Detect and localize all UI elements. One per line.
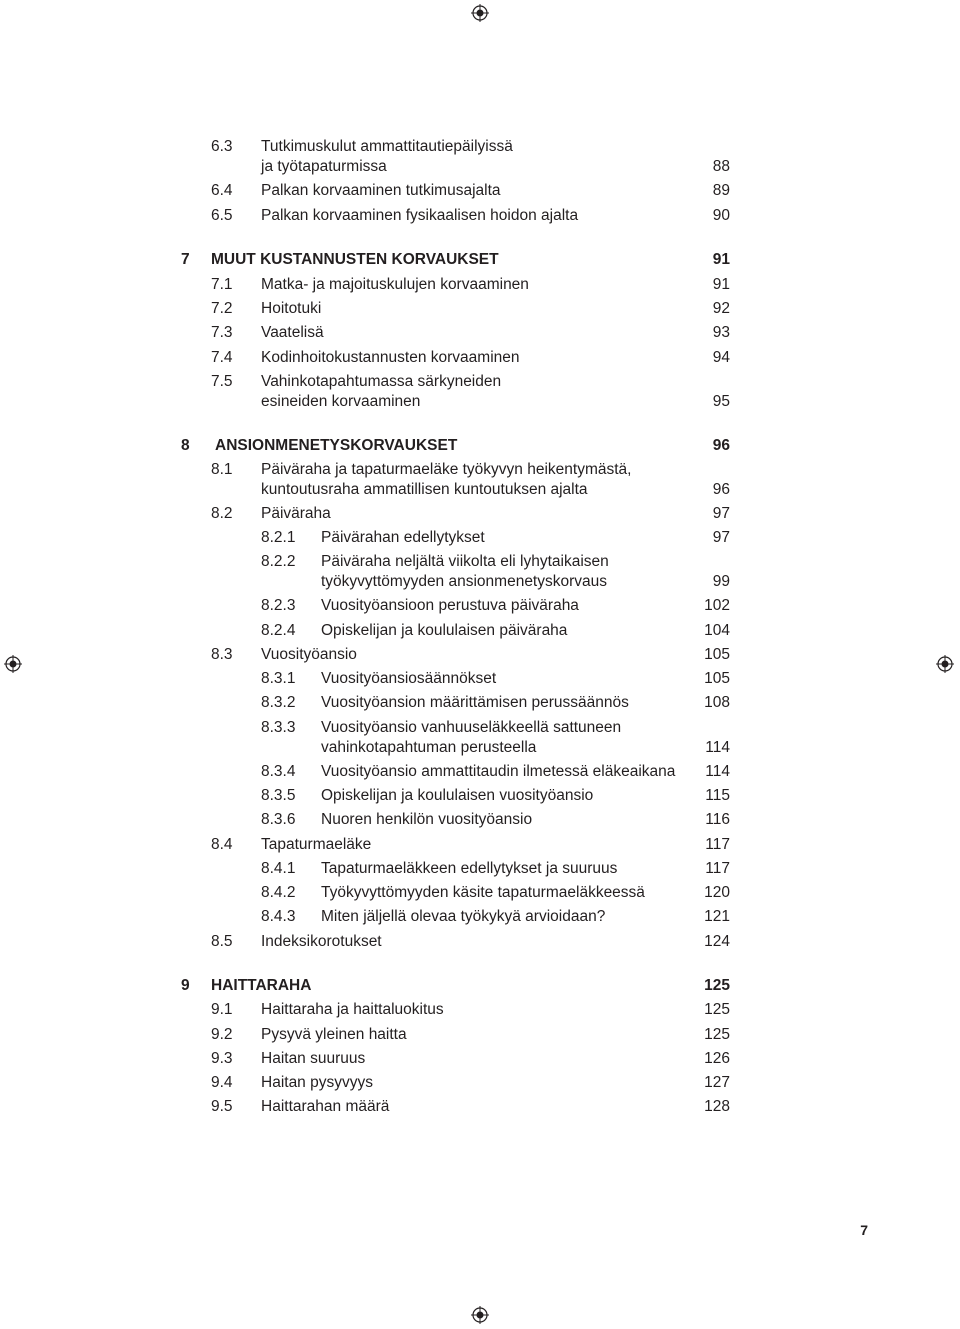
toc-num-7-2: 7.2 xyxy=(211,300,233,317)
toc-title-7-5: Vahinkotapahtumassa särkyneiden xyxy=(261,373,502,390)
toc-page-9-2: 125 xyxy=(704,1026,730,1043)
toc-page-8-3: 105 xyxy=(704,646,730,663)
toc-page-7-4: 94 xyxy=(712,349,730,366)
toc-num-8-3-3: 8.3.3 xyxy=(261,719,296,736)
toc-title-8-4-3: Miten jäljellä olevaa työkykyä arvioidaan? xyxy=(321,908,606,925)
toc-title-8-2-2-cont: työkyvyttömyyden ansionmenetyskorvaus xyxy=(321,573,608,590)
toc-page-8-3-4: 114 xyxy=(705,763,730,780)
toc-title-6-3-cont: ja työtapaturmissa xyxy=(261,158,387,175)
toc-title-8-3-6: Nuoren henkilön vuosityöansio xyxy=(321,811,533,828)
toc-title-8-3-5: Opiskelijan ja koululaisen vuosityöansio xyxy=(321,787,594,804)
toc-title-7: MUUT KUSTANNUSTEN KORVAUKSET xyxy=(211,251,499,268)
toc-page-8-4: 117 xyxy=(705,836,730,853)
toc-num-8-4-2: 8.4.2 xyxy=(261,884,296,901)
toc-num-8-3-4: 8.3.4 xyxy=(261,763,296,780)
toc-page-7: 91 xyxy=(712,251,730,268)
toc-num-8-4-1: 8.4.1 xyxy=(261,860,296,877)
toc-num-7-3: 7.3 xyxy=(211,324,233,341)
toc-num-8-2: 8.2 xyxy=(211,505,233,522)
toc-num-9-4: 9.4 xyxy=(211,1074,233,1091)
toc-page-9-4: 127 xyxy=(704,1074,730,1091)
toc-page-8-3-1: 105 xyxy=(704,670,730,687)
toc-num-8-3-6: 8.3.6 xyxy=(261,811,296,828)
toc-page-8-3-2: 108 xyxy=(704,694,730,711)
toc-page-7-1: 91 xyxy=(712,276,730,293)
toc-title-8-2-1: Päivärahan edellytykset xyxy=(321,529,485,546)
toc-num-8-3: 8.3 xyxy=(211,646,233,663)
toc-num-8-2-3: 8.2.3 xyxy=(261,597,296,614)
toc-num-9-5: 9.5 xyxy=(211,1098,233,1115)
toc-title-7-4: Kodinhoitokustannusten korvaaminen xyxy=(261,349,520,366)
toc-num-7-4: 7.4 xyxy=(211,349,233,366)
toc-page-6-4: 89 xyxy=(712,182,730,199)
toc-num-7-5: 7.5 xyxy=(211,373,233,390)
toc-page-6-5: 90 xyxy=(712,207,730,224)
toc-page-8-2-3: 102 xyxy=(704,597,730,614)
toc-num-9-3: 9.3 xyxy=(211,1050,233,1067)
toc-page-6-3: 88 xyxy=(712,158,730,175)
toc-num-6-5: 6.5 xyxy=(211,207,233,224)
toc-num-8-2-1: 8.2.1 xyxy=(261,529,296,546)
toc-num-8-3-2: 8.3.2 xyxy=(261,694,296,711)
toc-title-8-2-2: Päiväraha neljältä viikolta eli lyhytaikaisen xyxy=(321,553,609,570)
toc-title-9-4: Haitan pysyvyys xyxy=(261,1074,373,1091)
toc-num-8-2-4: 8.2.4 xyxy=(261,622,296,639)
toc-num-6-4: 6.4 xyxy=(211,182,233,199)
toc-title-8-3-2: Vuosityöansion määrittämisen perussäännös xyxy=(321,694,629,711)
toc-title-7-3: Vaatelisä xyxy=(261,324,324,341)
toc-num-9-1: 9.1 xyxy=(211,1001,233,1018)
toc-page-8-2-1: 97 xyxy=(712,529,730,546)
toc-title-9-5: Haittarahan määrä xyxy=(261,1098,390,1115)
toc-num-8-4-3: 8.4.3 xyxy=(261,908,296,925)
toc-num-8-3-1: 8.3.1 xyxy=(261,670,296,687)
toc-title-9: HAITTARAHA xyxy=(211,977,312,994)
toc-title-8-5: Indeksikorotukset xyxy=(261,933,382,950)
toc-page-8: 96 xyxy=(712,437,730,454)
toc-page-8-4-1: 117 xyxy=(705,860,730,877)
toc-num-7: 7 xyxy=(181,251,190,268)
toc-num-8-2-2: 8.2.2 xyxy=(261,553,296,570)
toc-title-8-4-2: Työkyvyttömyyden käsite tapaturmaeläkkeessä xyxy=(321,884,645,901)
toc-title-9-2: Pysyvä yleinen haitta xyxy=(261,1026,407,1043)
toc-page-8-2: 97 xyxy=(712,505,730,522)
toc-title-8-1: Päiväraha ja tapaturmaeläke työkyvyn heikentymästä, xyxy=(261,461,632,478)
toc-page-8-3-3: 114 xyxy=(705,739,730,756)
toc-title-8-3-4: Vuosityöansio ammattitaudin ilmetessä eläkeaikana xyxy=(321,763,676,780)
toc-page-8-4-2: 120 xyxy=(704,884,730,901)
toc-page-8-1: 96 xyxy=(712,481,730,498)
toc-page-8-3-5: 115 xyxy=(705,787,730,804)
toc-title-9-1: Haittaraha ja haittaluokitus xyxy=(261,1001,444,1018)
toc-title-7-2: Hoitotuki xyxy=(261,300,322,317)
toc-page-9: 125 xyxy=(704,977,730,994)
toc-num-7-1: 7.1 xyxy=(211,276,233,293)
toc-title-6-5: Palkan korvaaminen fysikaalisen hoidon ajalta xyxy=(261,207,579,224)
toc-num-9: 9 xyxy=(181,977,190,994)
toc-page-7-3: 93 xyxy=(712,324,730,341)
toc-title-8-2-4: Opiskelijan ja koululaisen päiväraha xyxy=(321,622,568,639)
toc-title-8: ANSIONMENETYSKORVAUKSET xyxy=(215,437,458,454)
toc-num-8-5: 8.5 xyxy=(211,933,233,950)
toc-title-8-2: Päiväraha xyxy=(261,505,331,522)
toc-title-9-3: Haitan suuruus xyxy=(261,1050,366,1067)
toc-title-7-1: Matka- ja majoituskulujen korvaaminen xyxy=(261,276,529,293)
toc-page-8-4-3: 121 xyxy=(704,908,730,925)
toc-page-9-3: 126 xyxy=(704,1050,730,1067)
page-number: 7 xyxy=(860,1222,868,1238)
toc-num-6-3: 6.3 xyxy=(211,138,233,155)
toc-num-9-2: 9.2 xyxy=(211,1026,233,1043)
toc-title-8-3: Vuosityöansio xyxy=(261,646,357,663)
toc-page-8-3-6: 116 xyxy=(705,811,730,828)
toc-num-8: 8 xyxy=(181,437,190,454)
toc-page-8-2-2: 99 xyxy=(712,573,730,590)
toc-page-9-5: 128 xyxy=(704,1098,730,1115)
toc-num-8-3-5: 8.3.5 xyxy=(261,787,296,804)
toc-title-8-1-cont: kuntoutusraha ammatillisen kuntoutuksen ajalta xyxy=(261,481,588,498)
toc-title-7-5-cont: esineiden korvaaminen xyxy=(261,393,421,410)
toc-title-8-3-3: Vuosityöansio vanhuuseläkkeellä sattuneen xyxy=(321,719,622,736)
toc-page-8-5: 124 xyxy=(704,933,730,950)
toc-num-8-1: 8.1 xyxy=(211,461,233,478)
toc-page-7-5: 95 xyxy=(712,393,730,410)
toc-title-6-4: Palkan korvaaminen tutkimusajalta xyxy=(261,182,501,199)
toc-title-6-3: Tutkimuskulut ammattitautiepäilyissä xyxy=(261,138,513,155)
toc-title-8-3-3-cont: vahinkotapahtuman perusteella xyxy=(321,739,537,756)
toc-page-9-1: 125 xyxy=(704,1001,730,1018)
toc-num-8-4: 8.4 xyxy=(211,836,233,853)
toc-title-8-3-1: Vuosityöansiosäännökset xyxy=(321,670,497,687)
toc-title-8-4: Tapaturmaeläke xyxy=(261,836,372,853)
toc-title-8-2-3: Vuosityöansioon perustuva päiväraha xyxy=(321,597,579,614)
toc-title-8-4-1: Tapaturmaeläkkeen edellytykset ja suuruus xyxy=(321,860,618,877)
toc-page-7-2: 92 xyxy=(712,300,730,317)
toc-page-8-2-4: 104 xyxy=(704,622,730,639)
